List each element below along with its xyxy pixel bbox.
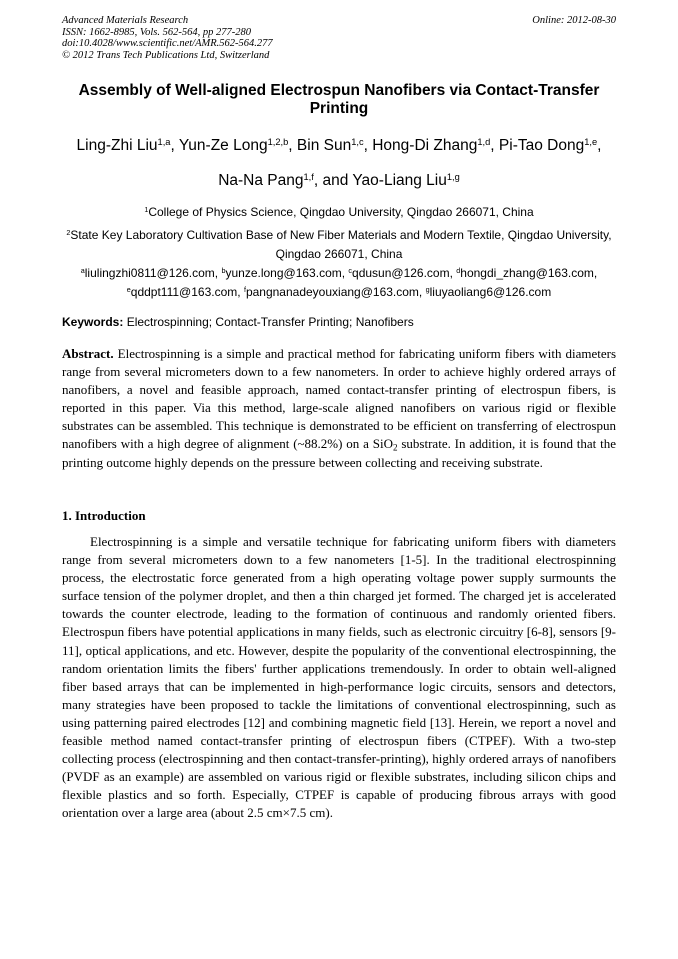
- email-mark: e: [126, 285, 131, 295]
- author-affiliation-mark: 1,e: [584, 136, 598, 147]
- author-affiliation-mark: 1,a: [157, 136, 171, 147]
- author-name: Yao-Liang Liu: [352, 172, 447, 189]
- online-date: Online: 2012-08-30: [532, 15, 616, 26]
- author-email: yunze.long@163.com,: [225, 266, 346, 280]
- author-email: liuyaoliang6@126.com: [429, 285, 552, 299]
- author-email: liulingzhi0811@126.com,: [84, 266, 219, 280]
- journal-issn: ISSN: 1662-8985, Vols. 562-564, pp 277-280: [62, 26, 251, 38]
- affiliation-text: College of Physics Science, Qingdao University, Qingdao 266071, China: [148, 205, 534, 219]
- abstract-subscript: 2: [392, 442, 398, 453]
- author-name: Yun-Ze Long: [178, 137, 268, 154]
- abstract-text: Electrospinning is a simple and practical method for fabricating uniform fibers with diameters range from several micrometers down to a few nanometers. In order to achieve highly ordered arrays of nanofibers, a novel and feasible approach, named contact-transfer printing of electrospun fibers, is reported in this paper. Via this method, large-scale aligned nanofibers on various rigid or flexible substrates can be assembled. This technique is demonstrated to be efficient on transferring of electrospun nanofibers with a high degree of alignment (~88.2%) on a SiO: [62, 346, 617, 452]
- section-heading-introduction: 1. Introduction: [62, 508, 146, 523]
- author-separator: ,: [288, 137, 293, 154]
- affiliations: [56, 203, 622, 302]
- author-line-2: [56, 163, 622, 198]
- abstract: [62, 345, 616, 472]
- affiliation-mark: 2: [66, 228, 71, 238]
- email-mark: f: [243, 285, 246, 295]
- email-mark: c: [348, 266, 353, 276]
- author-name: Bin Sun: [296, 137, 352, 154]
- keywords-text: Electrospinning; Contact-Transfer Printing; Nanofibers: [126, 315, 414, 329]
- author-separator: ,: [597, 137, 602, 154]
- paper-title: Assembly of Well-aligned Electrospun Nanofibers via Contact-Transfer Printing: [78, 82, 600, 117]
- abstract-label: Abstract.: [62, 346, 114, 361]
- abstract-text-end: substrate. In addition, it is found that the printing outcome highly depends on the pressure between collecting and receiving substrate.: [62, 436, 616, 470]
- author-affiliation-mark: 1,g: [446, 171, 460, 182]
- affiliation-mark: 1: [144, 205, 149, 215]
- author-line-1: [56, 128, 622, 163]
- author-affiliation-mark: 1,2,b: [267, 136, 289, 147]
- keywords: [62, 315, 616, 330]
- author-affiliation-mark: 1,f: [303, 171, 314, 182]
- author-email: pangnanadeyouxiang@163.com,: [245, 285, 423, 299]
- author-affiliation-mark: 1,c: [351, 136, 364, 147]
- journal-doi: doi:10.4028/www.scientific.net/AMR.562-564.277: [62, 38, 273, 49]
- author-email: hongdi_zhang@163.com,: [460, 266, 598, 280]
- email-mark: d: [456, 266, 461, 276]
- keywords-label: Keywords:: [62, 315, 124, 329]
- author-email: qddpt111@163.com,: [130, 285, 241, 299]
- author-separator: ,: [313, 172, 319, 189]
- affiliation-1: [56, 203, 622, 222]
- author-separator: ,: [170, 137, 175, 154]
- author-separator: ,: [490, 137, 495, 154]
- affiliation-2: [56, 226, 622, 264]
- author-separator: ,: [363, 137, 368, 154]
- introduction-paragraph: Electrospinning is a simple and versatile technique for fabricating uniform fibers with diameters range from several micrometers down to a few nanometers [1-5]. In the traditional electrospinning process, the electrostatic force generated from a high operating voltage power supply surmounts the surface tension of the polymer droplet, and then a thin charged jet formed. The charged jet is accelerated towards the counter electrode, leading to the formation of continuous and randomly oriented fibers. Electrospun fibers have potential applications in many fields, such as electronic circuitry [6-8], sensors [9-11], optical applications, and etc. However, despite the popularity of the conventional electrospinning, the random orientation limits the fibers' further applications tremendously. In order to obtain well-aligned fiber based arrays that can be implemented in high-performance logic circuits, sensors and detectors, many strategies have been proposed to tackle the limitations of conventional electrospinning, such as using patterning paired electrodes [12] and combining magnetic field [13]. Herein, we report a novel and feasible method named contact-transfer printing of electrospun fibers (CTPEF). With a two-step collecting process (electrospinning and then contact-transfer-printing), highly ordered arrays of nanofibers (PVDF as an example) are assembled on various rigid or flexible substrates, including silicon chips and flexible plastics and so forth. Especially, CTPEF is capable of producing fibrous arrays with good orientation over a large area (about 2.5 cm×7.5 cm).: [62, 534, 616, 821]
- email-list: [56, 264, 622, 302]
- email-mark: b: [221, 266, 226, 276]
- email-mark: a: [80, 266, 85, 276]
- journal-name: Advanced Materials Research: [62, 15, 189, 26]
- author-name: Hong-Di Zhang: [372, 137, 478, 154]
- journal-copyright: © 2012 Trans Tech Publications Ltd, Switzerland: [62, 49, 270, 61]
- author-list: [56, 128, 622, 198]
- affiliation-text: State Key Laboratory Cultivation Base of New Fiber Materials and Modern Textile, Qingdao University, Qingdao 266071, China: [70, 228, 612, 261]
- author-conjunction: and: [322, 172, 349, 189]
- journal-header: [62, 15, 616, 61]
- email-mark: g: [425, 285, 430, 295]
- author-name: Pi-Tao Dong: [498, 137, 585, 154]
- author-affiliation-mark: 1,d: [477, 136, 491, 147]
- author-name: Ling-Zhi Liu: [76, 137, 158, 154]
- author-email: qdusun@126.com,: [352, 266, 453, 280]
- author-name: Na-Na Pang: [218, 172, 304, 189]
